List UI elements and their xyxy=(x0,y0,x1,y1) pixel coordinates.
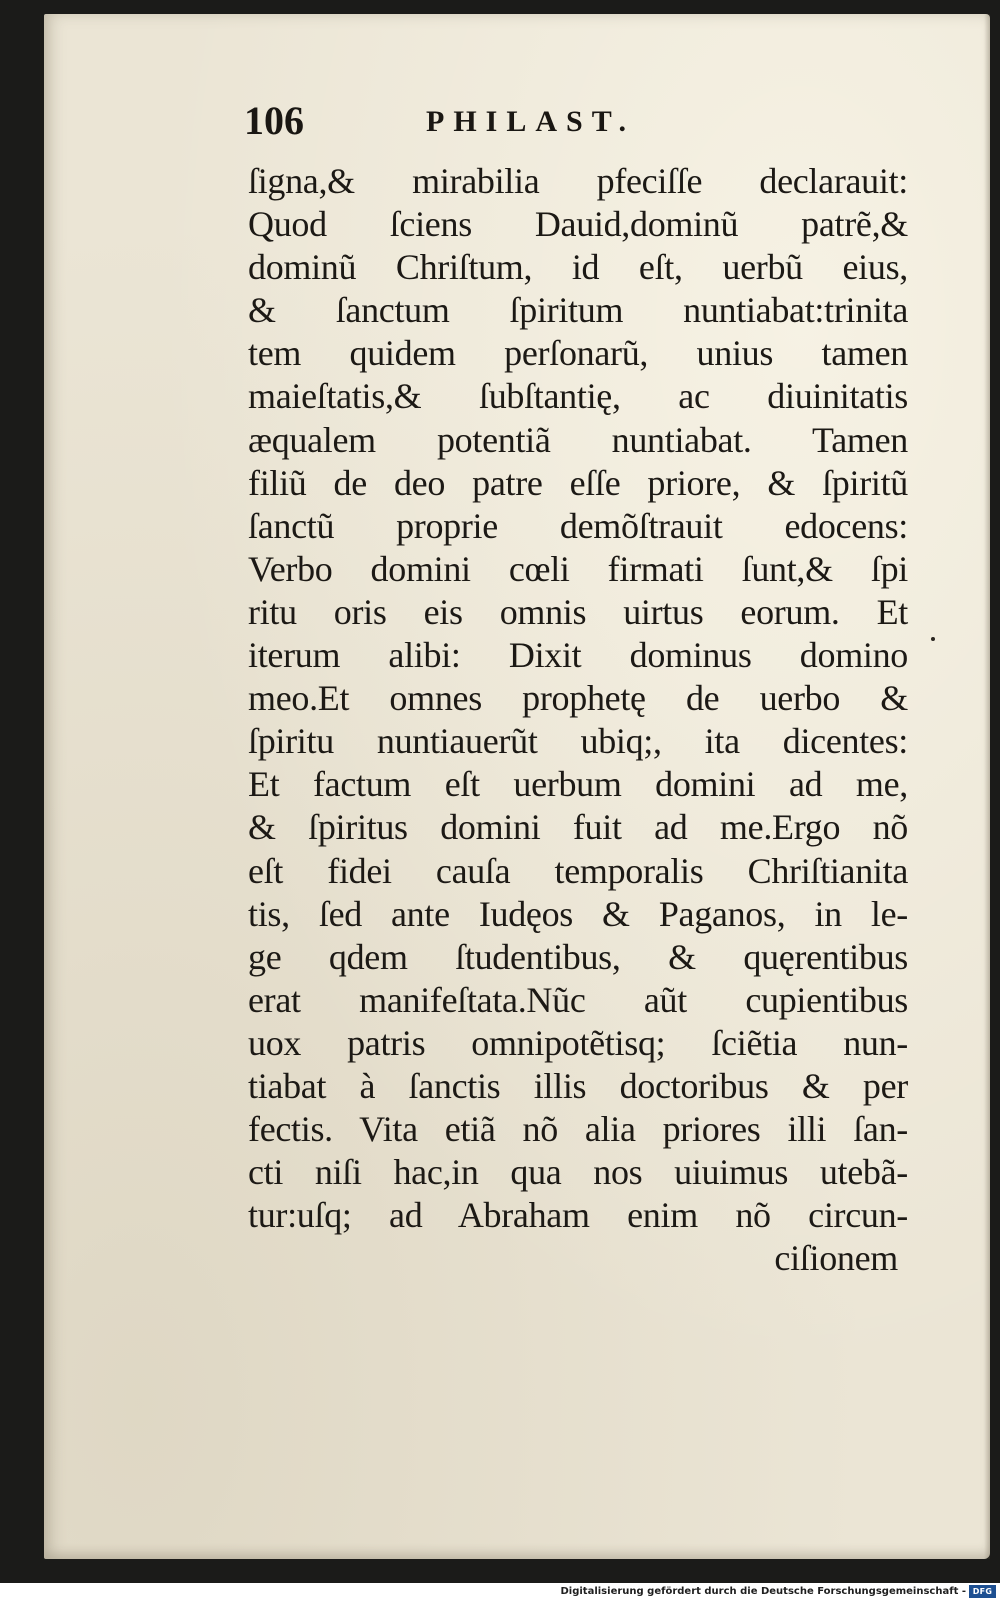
dfg-logo-icon: DFG xyxy=(969,1585,996,1598)
text-line-9: ſanctũ proprie demõſtrauit edocens: xyxy=(248,505,908,546)
funding-credit: Digitalisierung gefördert durch die Deutsche Forschungsgemeinschaft - xyxy=(560,1586,966,1597)
text-line-20: erat manifeſtata.Nũc aũt cupientibus xyxy=(248,979,908,1020)
text-line-14: ſpiritu nuntiauerũt ubiq;, ita dicentes: xyxy=(248,721,908,762)
text-line-6: maieſtatis,& ſubſtantię, ac diuinitatis xyxy=(248,376,908,417)
text-line-10: Verbo domini cœli firmati ſunt,& ſpi xyxy=(248,548,908,589)
text-line-5: tem quidem perſonarũ, unius tamen xyxy=(248,333,908,374)
text-line-7: æqualem potentiã nuntiabat. Tamen xyxy=(248,419,908,460)
text-line-2: Quod ſciens Dauid,dominũ patrẽ,& xyxy=(248,204,908,245)
running-head: PHILAST. xyxy=(426,105,635,138)
text-line-13: meo.Et omnes prophetę de uerbo & xyxy=(248,678,908,719)
text-line-25: tur:uſq; ad Abraham enim nõ circun- xyxy=(248,1195,908,1236)
text-line-4: & ſanctum ſpiritum nuntiabat:trinita xyxy=(248,290,908,331)
text-line-3: dominũ Chriſtum, id eſt, uerbũ eius, xyxy=(248,247,908,288)
page-header xyxy=(244,96,644,146)
text-line-22: tiabat à ſanctis illis doctoribus & per xyxy=(248,1065,908,1106)
text-line-23: fectis. Vita etiã nõ alia priores illi ſan- xyxy=(248,1109,908,1150)
text-line-11: ritu oris eis omnis uirtus eorum. Et xyxy=(248,591,908,632)
page-edge-shadow xyxy=(984,14,990,1559)
text-line-19: ge qdem ſtudentibus, & quęrentibus xyxy=(248,936,908,977)
body-text xyxy=(248,160,908,1280)
text-line-24: cti niſi hac,in qua nos uiuimus utebã- xyxy=(248,1152,908,1193)
digitization-footer xyxy=(0,1583,1000,1600)
text-line-16: & ſpiritus domini fuit ad me.Ergo nõ xyxy=(248,807,908,848)
ink-speck xyxy=(931,637,935,641)
text-line-21: uox patris omnipotẽtisq; ſciẽtia nun- xyxy=(248,1022,908,1063)
catchword: ciſionem xyxy=(774,1238,898,1279)
text-line-8: filiũ de deo patre eſſe priore, & ſpiritũ xyxy=(248,462,908,503)
text-line-1: ſigna,& mirabilia pfeciſſe declarauit: xyxy=(248,161,908,201)
text-line-18: tis, ſed ante Iudęos & Paganos, in le- xyxy=(248,893,908,934)
text-line-12: iterum alibi: Dixit dominus domino xyxy=(248,635,908,676)
text-line-15: Et factum eſt uerbum domini ad me, xyxy=(248,764,908,805)
page-number: 106 xyxy=(244,98,304,143)
text-line-17: eſt fidei cauſa temporalis Chriſtianita xyxy=(248,850,908,891)
